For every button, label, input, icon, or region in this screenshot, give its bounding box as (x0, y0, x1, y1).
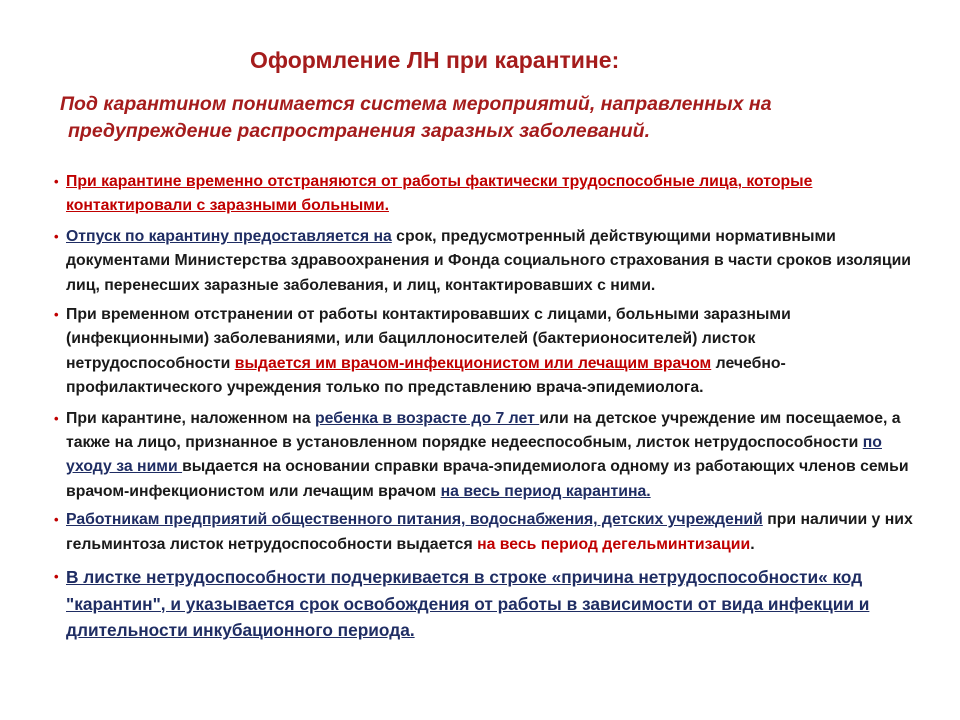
bullet-5-text-a: при наличии у них гельминтоза листок нетрудоспособности выдается (66, 511, 913, 553)
bullet-temporary-suspension (54, 303, 914, 401)
bullet-5-underlined: Работникам предприятий общественного питания, водоснабжения, детских учреждений (66, 511, 763, 529)
bullet-5-text-b: . (750, 535, 755, 553)
bullet-2-underlined: Отпуск по карантину предоставляется на (66, 227, 392, 245)
bullet-2-text: срок, предусмотренный действующими нормативными документами Министерства здравоохранения и Фонда социального страхования в части сроков изоляции лиц, перенесших заразные заболевания, и лиц, контактировавших с ними. (66, 227, 912, 294)
bullet-1-text: При карантине временно отстраняются от работы фактически трудоспособные лица, которые контактировали с заразными больными. (66, 173, 813, 215)
bullet-3-text-b: лечебно-профилактического учреждения только по представлению врача-эпидемиолога. (66, 354, 786, 397)
bullet-4-text-a: При карантине, наложенном на (66, 409, 316, 427)
bullet-4-text-c: выдается на основании справки врача-эпидемиолога одному из работающих членов семьи врачом-инфекционистом или лечащим врачом (66, 458, 909, 500)
bullet-list (54, 170, 914, 644)
bullet-3-text-a: При временном отстранении от работы контактировавших с лицами, больными заразными (инфекционными) заболеваниями, или бациллоносителей (бактерионосителей) листок нетрудоспособности (66, 306, 791, 372)
subtitle-line-1: Под карантином понимается система мероприятий, направленных на (60, 93, 772, 115)
slide-subtitle (60, 91, 880, 145)
subtitle-line-2: предупреждение распространения заразных заболеваний. (68, 120, 650, 142)
bullet-4-text-b: или на детское учреждение им посещаемое, а также на лицо, признанное в установленном порядке недееспособным, листок нетрудоспособности (66, 409, 901, 452)
bullet-4-child-age: ребенка в возрасте до 7 лет (315, 409, 540, 427)
bullet-quarantine-code (54, 564, 914, 644)
bullet-child-quarantine (54, 407, 914, 505)
bullet-3-highlight: выдается им врачом-инфекционистом или лечащим врачом (234, 354, 712, 372)
bullet-quarantine-leave (54, 225, 914, 298)
bullet-5-highlight: на весь период дегельминтизации (477, 535, 751, 553)
bullet-quarantine-suspension (54, 170, 914, 219)
bullet-helminthiasis (54, 508, 914, 557)
slide-title: Оформление ЛН при карантине: (250, 47, 620, 73)
bullet-6-text: В листке нетрудоспособности подчеркивается в строке «причина нетрудоспособности« код "карантин", и указывается срок освобождения от работы в зависимости от вида инфекции и длительности инкубационного периода. (66, 567, 870, 641)
bullet-4-period: на весь период карантина. (440, 482, 651, 500)
bullet-4-care: по уходу за ними (66, 434, 882, 476)
